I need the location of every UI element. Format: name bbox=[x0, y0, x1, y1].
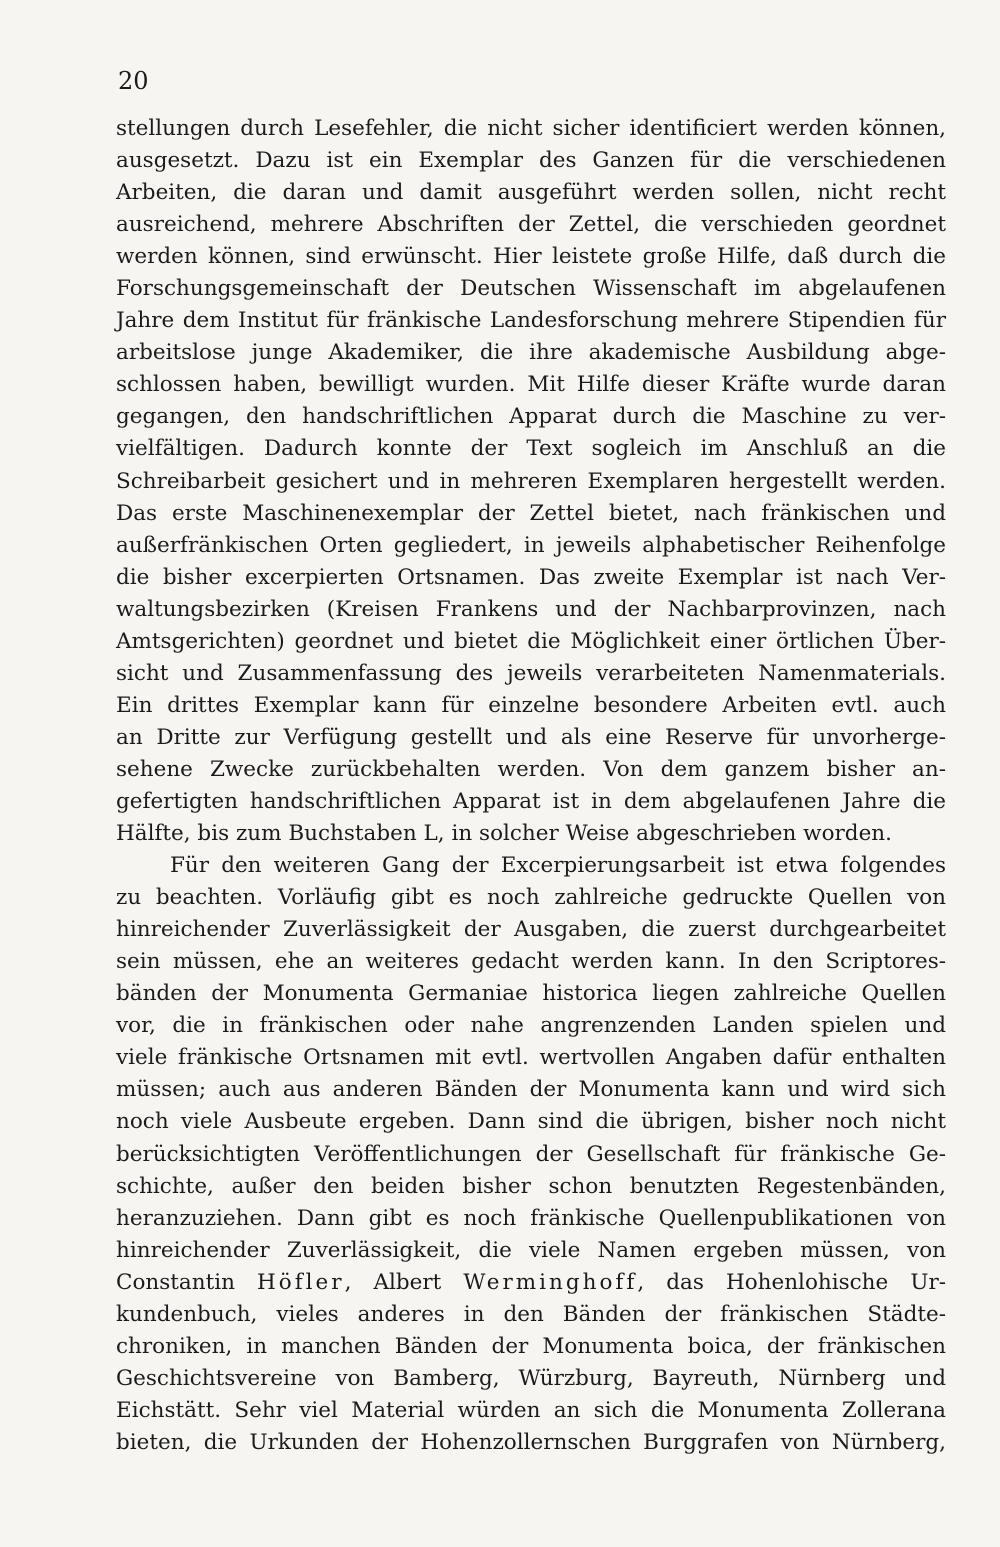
text-fragment: , das Hohenlohische Ur- bbox=[637, 1269, 946, 1295]
body-text bbox=[116, 113, 946, 1459]
text-line: hinreichender Zuverlässigkeit der Ausgaben, die zuerst durchgearbeitet bbox=[116, 917, 946, 943]
text-line: Geschichtsvereine von Bamberg, Würzburg, Bayreuth, Nürnberg und bbox=[116, 1365, 946, 1391]
text-line: Schreibarbeit gesichert und in mehreren Exemplaren hergestellt werden. bbox=[116, 468, 946, 494]
text-fragment: , Albert bbox=[344, 1269, 464, 1295]
text-line: Eichstätt. Sehr viel Material würden an sich die Monumenta Zollerana bbox=[116, 1397, 946, 1423]
text-line: gegangen, den handschriftlichen Apparat durch die Maschine zu ver- bbox=[116, 404, 946, 430]
text-line: Forschungsgemeinschaft der Deutschen Wissenschaft im abgelaufenen bbox=[116, 276, 946, 302]
text-line: sicht und Zusammenfassung des jeweils verarbeiteten Namenmaterials. bbox=[116, 660, 946, 686]
text-line: berücksichtigten Veröffentlichungen der Gesellschaft für fränkische Ge- bbox=[116, 1141, 946, 1167]
paragraph-start-line: Für den weiteren Gang der Excerpierungsarbeit ist etwa folgendes bbox=[170, 853, 946, 879]
text-line: außerfränkischen Orten gegliedert, in jeweils alphabetischer Reihenfolge bbox=[116, 532, 946, 558]
text-line: an Dritte zur Verfügung gestellt und als eine Reserve für unvorherge- bbox=[116, 724, 946, 750]
text-line: bieten, die Urkunden der Hohenzollernschen Burggrafen von Nürnberg, bbox=[116, 1429, 946, 1455]
spaced-name-werminghoff: Werminghoff bbox=[463, 1269, 638, 1295]
text-line: ausgesetzt. Dazu ist ein Exemplar des Ganzen für die verschiedenen bbox=[116, 148, 946, 174]
text-line: kundenbuch, vieles anderes in den Bänden der fränkischen Städte- bbox=[116, 1301, 946, 1327]
text-line: werden können, sind erwünscht. Hier leistete große Hilfe, daß durch die bbox=[116, 244, 946, 270]
text-line: waltungsbezirken (Kreisen Frankens und der Nachbarprovinzen, nach bbox=[116, 596, 946, 622]
page-number: 20 bbox=[118, 67, 149, 95]
text-line: arbeitslose junge Akademiker, die ihre akademische Ausbildung abge- bbox=[116, 340, 946, 366]
text-line: Hälfte, bis zum Buchstaben L, in solcher Weise abgeschrieben worden. bbox=[116, 821, 892, 847]
text-line: chroniken, in manchen Bänden der Monumenta boica, der fränkischen bbox=[116, 1333, 946, 1359]
text-line: bänden der Monumenta Germaniae historica liegen zahlreiche Quellen bbox=[116, 981, 946, 1007]
text-line: zu beachten. Vorläufig gibt es noch zahlreiche gedruckte Quellen von bbox=[116, 885, 946, 911]
text-line: hinreichender Zuverlässigkeit, die viele Namen ergeben müssen, von bbox=[116, 1237, 946, 1263]
text-line: Jahre dem Institut für fränkische Landesforschung mehrere Stipendien für bbox=[116, 308, 946, 334]
text-line: stellungen durch Lesefehler, die nicht sicher identificiert werden können, bbox=[116, 116, 946, 141]
text-line: noch viele Ausbeute ergeben. Dann sind die übrigen, bisher noch nicht bbox=[116, 1109, 946, 1135]
text-line: sein müssen, ehe an weiteres gedacht werden kann. In den Scriptores- bbox=[116, 949, 946, 975]
text-line: Das erste Maschinenexemplar der Zettel bietet, nach fränkischen und bbox=[116, 500, 946, 526]
text-line: ausreichend, mehrere Abschriften der Zettel, die verschieden geordnet bbox=[116, 212, 946, 238]
text-line: müssen; auch aus anderen Bänden der Monumenta kann und wird sich bbox=[116, 1077, 946, 1103]
text-line: Ein drittes Exemplar kann für einzelne besondere Arbeiten evtl. auch bbox=[116, 692, 946, 718]
text-line: Arbeiten, die daran und damit ausgeführt werden sollen, nicht recht bbox=[116, 180, 946, 206]
text-line: vielfältigen. Dadurch konnte der Text sogleich im Anschluß an die bbox=[116, 436, 946, 462]
text-line: sehene Zwecke zurückbehalten werden. Von dem ganzem bisher an- bbox=[116, 756, 946, 782]
text-line: gefertigten handschriftlichen Apparat ist in dem abgelaufenen Jahre die bbox=[116, 788, 946, 814]
text-line-with-spaced-names bbox=[116, 1267, 946, 1299]
text-line: Amtsgerichten) geordnet und bietet die Möglichkeit einer örtlichen Über- bbox=[116, 628, 946, 654]
text-line: die bisher excerpierten Ortsnamen. Das zweite Exemplar ist nach Ver- bbox=[116, 564, 946, 590]
text-line: viele fränkische Ortsnamen mit evtl. wertvollen Angaben dafür enthalten bbox=[116, 1045, 946, 1071]
spaced-name-hoefler: Höfler bbox=[257, 1269, 345, 1295]
text-line: heranzuziehen. Dann gibt es noch fränkische Quellenpublikationen von bbox=[116, 1205, 946, 1231]
text-line: schlossen haben, bewilligt wurden. Mit Hilfe dieser Kräfte wurde daran bbox=[116, 372, 946, 398]
text-line: vor, die in fränkischen oder nahe angrenzenden Landen spielen und bbox=[116, 1013, 946, 1039]
text-fragment: Constantin bbox=[116, 1269, 258, 1295]
text-line: schichte, außer den beiden bisher schon benutzten Regestenbänden, bbox=[116, 1173, 946, 1199]
